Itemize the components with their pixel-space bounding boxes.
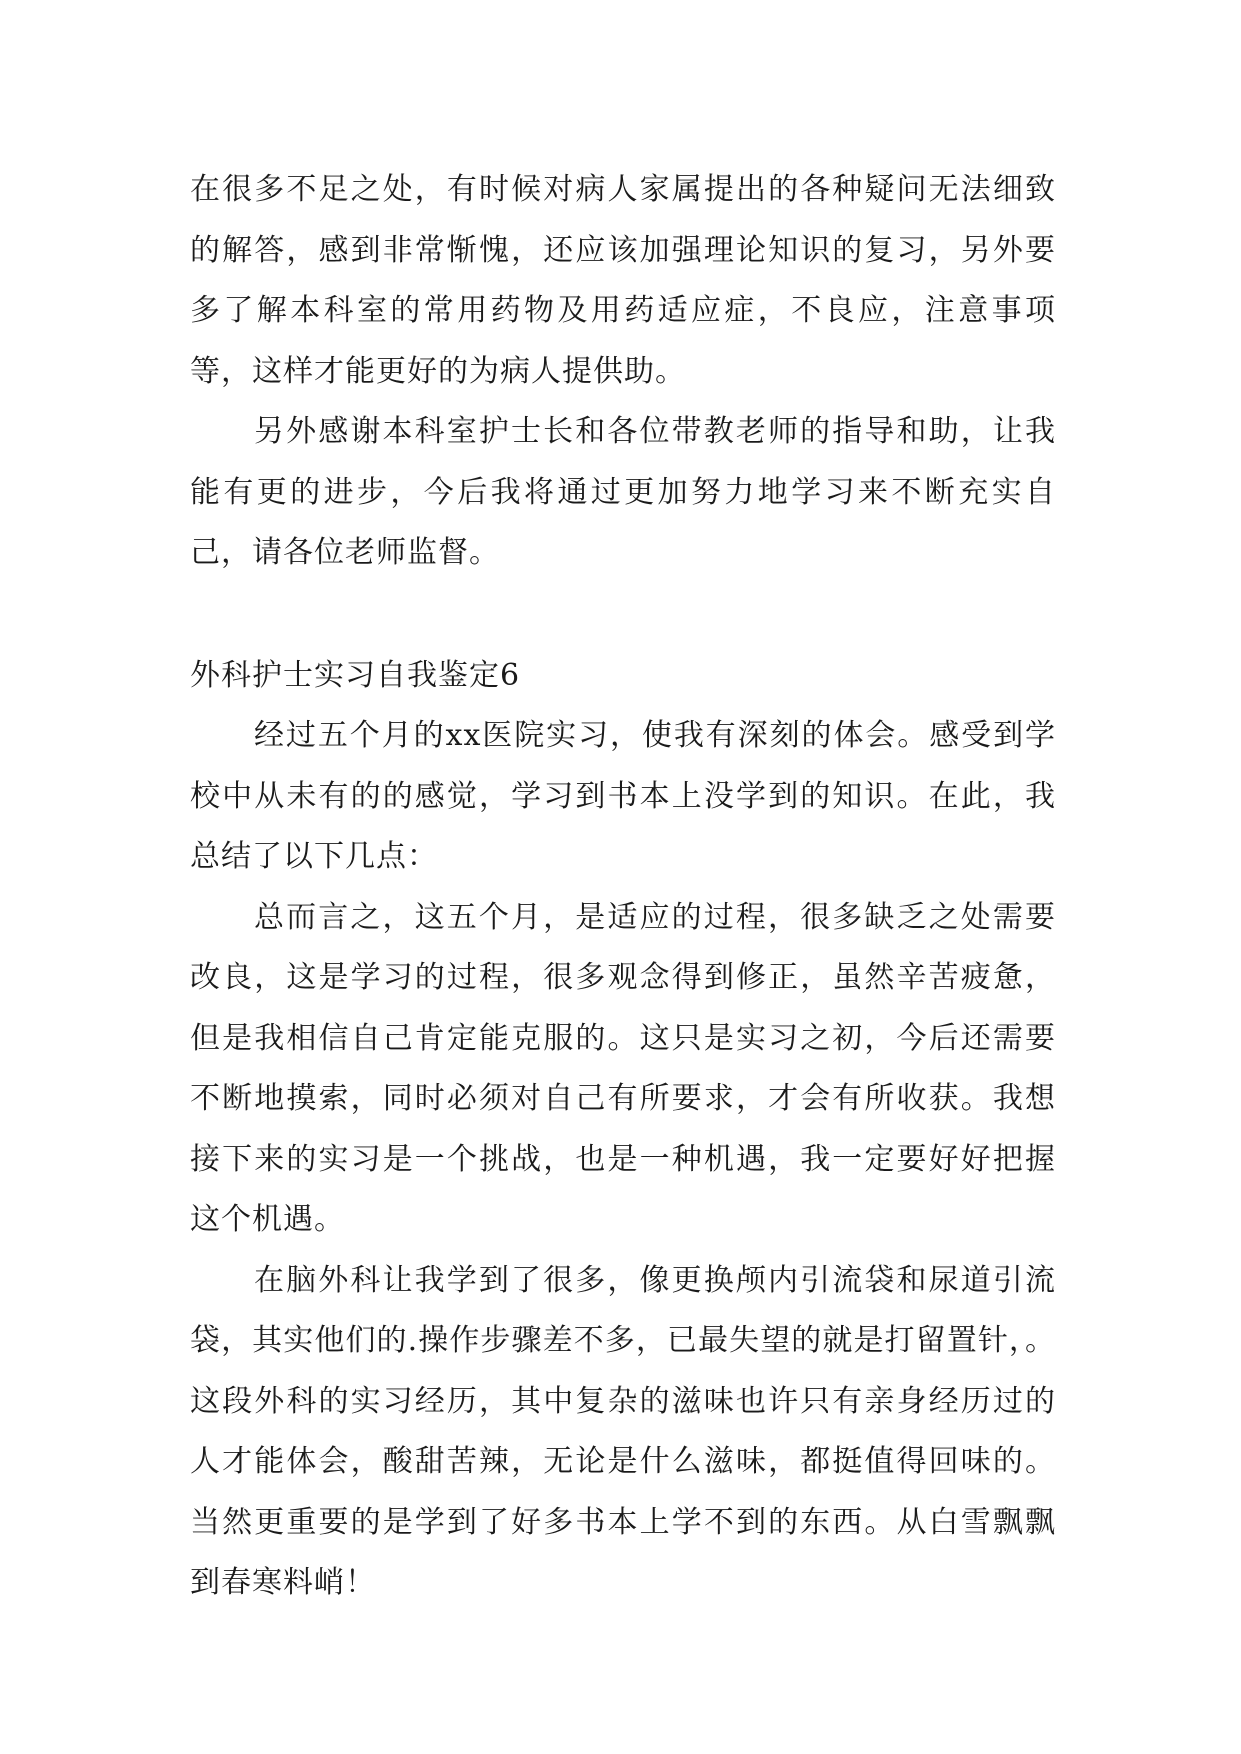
document-page	[190, 160, 1056, 1614]
section-gap	[190, 584, 1056, 646]
paragraph-continued: 在很多不足之处，有时候对病人家属提出的各种疑问无法细致的解答，感到非常惭愧，还应该加强理论知识的复习，另外要多了解本科室的常用药物及用药适应症，不良应，注意事项等，这样才能更好的为病人提供助。	[190, 172, 1056, 389]
paragraph-thanks: 另外感谢本科室护士长和各位带教老师的指导和助，让我能有更的进步，今后我将通过更加努力地学习来不断充实自己，请各位老师监督。	[190, 414, 1056, 570]
section-title: 外科护士实习自我鉴定6	[190, 657, 521, 693]
paragraph-intro: 经过五个月的xx医院实习，使我有深刻的体会。感受到学校中从未有的的感觉，学习到书本上没学到的知识。在此，我总结了以下几点：	[190, 718, 1056, 874]
paragraph-summary: 总而言之，这五个月，是适应的过程，很多缺乏之处需要改良，这是学习的过程，很多观念得到修正，虽然辛苦疲惫，但是我相信自己肯定能克服的。这只是实习之初，今后还需要不断地摸索，同时必须对自己有所要求，才会有所收获。我想接下来的实习是一个挑战，也是一种机遇，我一定要好好把握这个机遇。	[190, 899, 1056, 1237]
paragraph-neurosurgery: 在脑外科让我学到了很多，像更换颅内引流袋和尿道引流袋，其实他们的.操作步骤差不多，已最失望的就是打留置针，。这段外科的实习经历，其中复杂的滋味也许只有亲身经历过的人才能体会，酸甜苦辣，无论是什么滋味，都挺值得回味的。当然更重要的是学到了好多书本上学不到的东西。从白雪飘飘到春寒料峭！	[190, 1262, 1056, 1600]
